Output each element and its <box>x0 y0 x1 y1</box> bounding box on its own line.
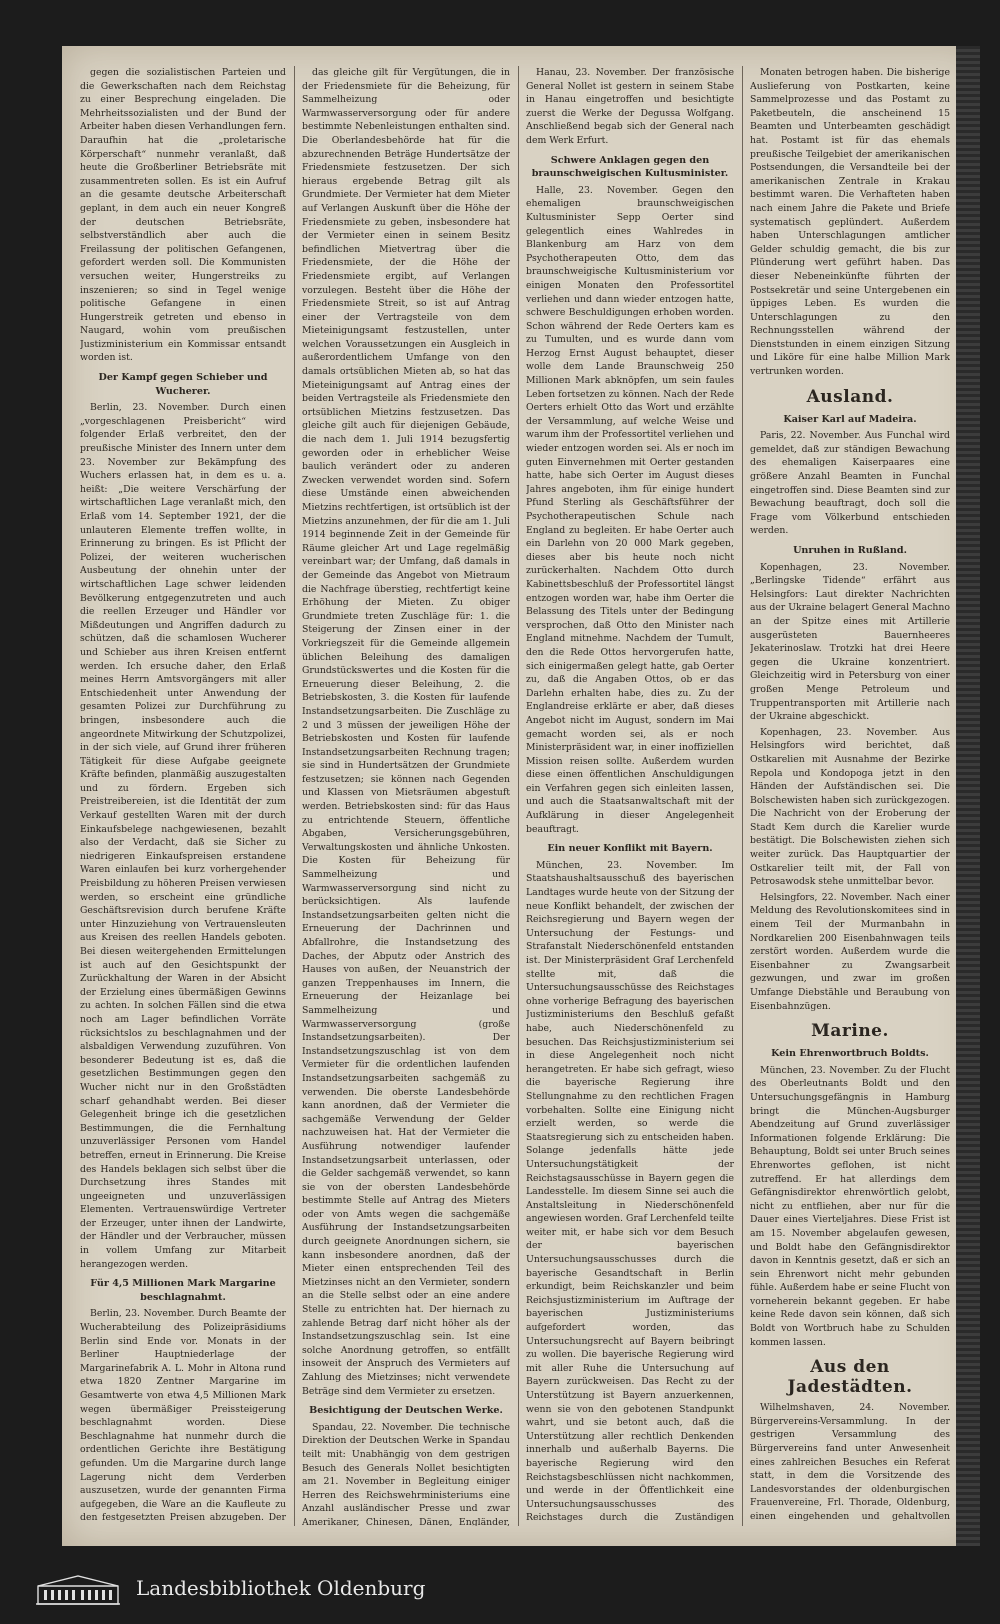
newspaper-page <box>62 46 980 1546</box>
article-paragraph: Kopenhagen, 23. November. „Berlingske Tidende“ erfährt aus Helsingfors: Laut direkter Nachrichten aus der Ukraine belagert General Machno an der Spitze eines mit Artillerie ausgerüsteten Bauernheeres Jekaterinoslaw. Trotzki hat drei Heere gegen die Ukraine konzentriert. Gleichzeitig wird in Petersburg von einer großen Menge Petroleum und Truppentransporten mit Artillerie nach der Ukraine abgeschickt. <box>750 561 950 723</box>
column-2 <box>302 66 510 1526</box>
column-1 <box>80 66 286 1526</box>
article-paragraph: Halle, 23. November. Gegen den ehemaligen braunschweigischen Kultusminister Sepp Oerter sind gelegentlich eines Wahlredes in Blankenburg am Harz von dem Psychotherapeuten Otto, dem das braunschweigische Kultusministerium vor einigen Monaten den Professortitel verliehen und dann wieder entzogen hatte, schwere Beschuldigungen erhoben worden. Schon während der Rede Oerters kam es zu Tumulten, und es wurde dann vom Herzog Ernst August behauptet, dieser wolle dem Lande Braunschweig 250 Millionen Mark abknöpfen, um sein faules Leben fortsetzen zu können. Nach der Rede Oerters erhielt Otto das Wort und erzählte der Versammlung, auf welche Weise und warum ihm der Professortitel verliehen und wieder entzogen worden sei. Als er noch im guten Einvernehmen mit Oerter gestanden hatte, habe sich Oerter im August dieses Jahres angeboten, ihm für einige hundert Pfund Sterling als Geschäftsführer der Psychotherapeutischen Schule nach England zu begleiten. Er habe Oerter auch ein Darlehn von 20 000 Mark gegeben, dieses aber bis heute noch nicht zurückerhalten. Nachdem Otto durch Kabinettsbeschluß der Professortitel längst entzogen worden war, habe ihm Oerter die Belassung des Titels unter der Bedingung versprochen, daß Otto den Minister nach England mitnehme. Nachdem der Tumult, den die Rede Ottos hervorgerufen hatte, sich einigermaßen gelegt hatte, gab Oerter zu, daß die Angaben Ottos, ob er das Darlehn erhalten habe, dies zu. Zu der Englandreise erklärte er aber, daß dieses Angebot nicht im August, sondern im Mai gemacht worden sei, als er noch Ministerpräsident war, in einer inoffiziellen Mission reisen sollte. Außerdem wurden diese einen öffentlichen Anschuldigungen ein Verfahren gegen sich einleiten lassen, und auch die Staatsanwaltschaft mit der Aufklärung in dieser Angelegenheit beauftragt. <box>526 184 734 835</box>
article-paragraph: München, 23. November. Im Staatshaushaltsausschuß des bayerischen Landtages wurde heute von der Sitzung der neue Konflikt behandelt, der zwischen der Reichsregierung und Bayern wegen der Untersuchung der Festungs- und Strafanstalt Niederschönenfeld entstanden ist. Der Ministerpräsident Graf Lerchenfeld stellte mit, daß die Untersuchungsausschüsse des Reichstages ohne vorherige Befragung des bayerischen Justizministeriums den Beschluß gefaßt habe, auch Niederschönenfeld zu besuchen. Das Reichsjustizministerium sei in diese Angelegenheit noch nicht herangetreten. Er habe sich gefragt, wieso die bayerische Regierung ihre Stellungnahme zu den rechtlichen Fragen vorbehalten. Sollte eine Einigung nicht erzielt werden, so werde die Staatsregierung sich zu entscheiden haben. Solange jedenfalls hätte jede Untersuchungstätigkeit der Reichstagsausschüsse in Bayern gegen die Landesstelle. Im diesem Sinne sei auch die Anstaltsleitung in Niederschönenfeld angewiesen worden. Graf Lerchenfeld teilte weiter mit, er habe sich vor dem Besuch der bayerischen Untersuchungsausschusses durch die bayerische Gesandtschaft in Berlin erkundigt, beim Reichskanzler und beim Reichsjustizministerium im Auftrage der bayerischen Justizministeriums aufgefordert worden, das Untersuchungsrecht auf Bayern beibringt zu wollen. Die bayerische Regierung wird mit aller Ruhe die Untersuchung auf Bayern zurückweisen. Das Recht zu der Unterstützung ist Bayern anzuerkennen, wenn sie von den gebotenen Standpunkt wahrt, und sie betont auch, daß die Unterstützung aller rechtlich Denkenden innerhalb und außerhalb Bayerns. Die bayerische Regierung wird den Reichstagsbeschlüssen nicht nachkommen, und werde in der Öffentlichkeit eine Untersuchungsausschusses des Reichstages durch die Zuständigen <box>526 859 734 1524</box>
article-headline: Unruhen in Rußland. <box>793 545 907 556</box>
article-headline: Schwere Anklagen gegen den braunschweigischen Kultusminister. <box>531 154 729 180</box>
article-headline: Ein neuer Konflikt mit Bayern. <box>547 843 713 855</box>
article-paragraph: Kopenhagen, 23. November. Aus Helsingfors wird berichtet, daß Ostkarelien mit Ausnahme der Bezirke Repola und Kondopoga jetzt in den Händen der Aufständischen sei. Die Bolschewisten haben sich zurückgezogen. Die Nachricht von der Eroberung der Stadt Kem durch die Karelier wurde bestätigt. Die Bolschewisten ziehen sich weiter zurück. Das Hauptquartier der Ostkarelier teilt mit, der Fall von Petrosawodsk stehe unmittelbar bevor. <box>750 726 950 888</box>
library-building-logo-icon <box>34 1572 122 1606</box>
column-4 <box>750 66 950 1526</box>
article-paragraph: München, 23. November. Zu der Flucht des Oberleutnants Boldt und den Untersuchungsgefängnis in Hamburg bringt die München-Augsburger Abendzeitung auf Grund zuverlässiger Informationen folgende Erklärung: Die Behauptung, Boldt sei unter Bruch seines Ehrenwortes geflohen, ist nicht zutreffend. Er hat allerdings dem Gefängnisdirektor ehrenwörtlich gelobt, nicht zu entfliehen, aber nur für die Dauer eines Vierteljahres. Diese Frist ist am 15. November abgelaufen gewesen, und Boldt habe den Gefängnisdirektor davon in Kenntnis gesetzt, daß er sich an sein Ehrenwort nicht mehr gebunden fühle. Außerdem habe er seine Flucht von vorneherein bekannt gegeben. Er habe keine Rede davon sein können, daß sich Boldt von Wortbruch habe zu Schulden kommen lassen. <box>750 1064 950 1348</box>
column-rule <box>742 66 743 1526</box>
section-heading: Aus den Jadestädten. <box>787 1357 913 1398</box>
article-headline: Für 4,5 Millionen Mark Margarine beschlagnahmt. <box>90 1278 276 1303</box>
article-headline: Kaiser Karl auf Madeira. <box>783 413 917 425</box>
article-paragraph: Helsingfors, 22. November. Nach einer Meldung des Revolutionskomitees sind in einem Teil der Murmanbahn in Nordkarelien 200 Eisenbahnwagen teils zerstört worden. Außerdem wurde die Eisenbahner zu Zwangsarbeit gezwungen, und zwar im großen Umfange Diebstähle und Beraubung von Eisenbahnzügen. <box>750 891 950 1012</box>
article-paragraph: Monaten betrogen haben. Die bisherige Auslieferung von Postkarten, keine Sammelprozesse und das Postamt zu Paketbeuteln, die anscheinend 15 Beamten und Unterbeamten geschädigt hat. Postamt ist für das ehemals preußische Teilgebiet der amerikanischen Postsendungen, die Versandteile bei der amerikanischen Zentrale in Krakau bestimmt waren. Die Verhafteten haben nach einem Jahre die Pakete und Briefe systematisch geplündert. Außerdem haben Unterschlagungen amtlicher Gelder schuldig gemacht, die bis zur Plünderung wert geführt haben. Das dieser Nebeneinkünfte führten der Postsekretär und seine Untergebenen ein üppiges Leben. Es wurden die Unterschlagungen zu den Rechnungsstellen während der Dienststunden in einem einzigen Sitzung und Liköre für eine halbe Million Mark vertrunken worden. <box>750 67 950 378</box>
article-paragraph: das gleiche gilt für Vergütungen, die in der Friedensmiete für die Beheizung, für Sammelheizung oder Warmwasserversorgung oder für andere bestimmte Nebenleistungen enthalten sind. Die Oberlandesbehörde hat für die abzurechnenden Beträge Hundertsätze der Friedensmiete festzusetzen. Der sich hieraus ergebende Betrag gilt als Grundmiete. Der Vermieter hat dem Mieter auf Verlangen Auskunft über die Höhe der Friedensmiete zu geben, insbesondere hat der Vermieter einen in seinem Besitz befindlichen Mietvertrag über die Friedensmiete, der die Höhe der Friedensmiete ergibt, auf Verlangen vorzulegen. Besteht über die Höhe der Friedensmiete Streit, so ist auf Antrag einer der Vertragsteile von dem Mieteinigungsamt festzustellen, unter welchen Voraussetzungen ein Ausgleich in außerordentlichem Umfange von den damals ortsüblichen Mieten ab, so hat das Mieteinigungsamt auf Antrag eines der beiden Vertragsteile als Friedensmiete den ortsüblichen Mietzins festzusetzen. Das gleiche gilt auch für diejenigen Gebäude, die nach dem 1. Juli 1914 bezugsfertig geworden oder in erheblicher Weise baulich verändert oder zu anderen Zwecken verwendet worden sind. Sofern diese Umstände einen abweichenden Mietzins rechtfertigen, ist ortsüblich ist der Mietzins anzunehmen, der für die am 1. Juli 1914 beginnende Zeit in der Gemeinde für Räume gleicher Art und Lage regelmäßig vereinbart war; der Umfang, daß damals in der Gemeinde das Angebot von Mietraum die Nachfrage überstieg, rechtfertigt keine Erhöhung der Mieten. Zu obiger Grundmiete treten Zuschläge für: 1. die Steigerung der Zinsen einer in der Vorkriegszeit für die Gemeinde allgemein üblichen Beleihung des damaligen Grundstückswertes und die Kosten für die Erneuerung dieser Beleihung, 2. die Betriebskosten, 3. die Kosten für laufende Instandsetzungsarbeiten. Die Zuschläge zu 2 und 3 müssen der jeweiligen Höhe der Betriebskosten und Kosten für laufende Instandsetzungsarbeiten Rechnung tragen; sie sind in Hundertsätzen der Grundmiete festzusetzen; sie können nach Gegenden und Klassen von Mietsräumen abgestuft werden. Betriebskosten sind: für das Haus zu entrichtende Steuern, öffentliche Abgaben, Versicherungsgebühren, Verwaltungskosten und ähnliche Unkosten. Die Kosten für Beheizung für Sammelheizung und Warmwasserversorgung sind nicht zu berücksichtigen. Als laufende Instandsetzungsarbeiten gelten nicht die Erneuerung der Dachrinnen und Abfallrohre, die Instandsetzung des Daches, der Abputz oder Anstrich des Hauses von außen, der Neuanstrich der ganzen Treppenhauses im Innern, die Erneuerung der Heizanlage bei Sammelheizung und Warmwasserversorgung (große Instandsetzungsarbeiten). Der Instandsetzungszuschlag ist von dem Vermieter für die ordentlichen laufenden Instandsetzungsarbeiten sachgemäß zu verwenden. Die oberste Landesbehörde kann anordnen, daß der Vermieter die sachgemäße Verwendung der Gelder nachzuweisen hat. Hat der Vermieter die Ausführung notwendiger laufender Instandsetzungsarbeit unterlassen, oder die Gelder sachgemäß verwendet, so kann sie von der obersten Landesbehörde bestimmte Stelle auf Antrag des Mieters oder von Amts wegen die sachgemäße Ausführung der Instandsetzungsarbeiten durch geeignete Anordnungen sichern, sie kann insbesondere anordnen, daß der Mieter einen entsprechenden Teil des Mietzinses nicht an den Vermieter, sondern an die Stelle selbst oder an eine andere Stelle zu entrichten hat. Der hiernach zu zahlende Betrag darf nicht höher als der Instandsetzungszuschlag sein. Ist eine solche Anordnung getroffen, so entfällt insoweit der Anspruch des Vermieters auf Zahlung des Mietzinses; nicht verwendete Beträge sind dem Vermieter zu ersetzen. <box>302 67 510 1397</box>
column-3 <box>526 66 734 1526</box>
article-paragraph: Wilhelmshaven, 24. November. Bürgervereins-Versammlung. In der gestrigen Versammlung des Bürgervereins fand unter Anwesenheit eines zahlreichen Besuches ein Referat statt, in dem die Vorsitzende des Landesvorstandes der oldenburgischen Frauenvereine, Frl. Thorade, Oldenburg, einen eingehenden und gehaltvollen <box>750 1402 950 1522</box>
article-headline: Besichtigung der Deutschen Werke. <box>309 1405 503 1417</box>
section-heading: Ausland. <box>806 386 894 407</box>
article-paragraph: Paris, 22. November. Aus Funchal wird gemeldet, daß zur ständigen Bewachung des ehemaligen Kaiserpaares eine größere Anzahl Beamten in Funchal eingetroffen sind. Diese Beamten sind zur Bewachung beauftragt, doch soll die Frage vom Völkerbund entschieden werden. <box>750 430 950 537</box>
column-rule <box>518 66 519 1526</box>
article-paragraph: Berlin, 23. November. Durch Beamte der Wucherabteilung des Polizeipräsidiums Berlin sind Ende vor. Monats in der Berliner Hauptniederlage der Margarinefabrik A. L. Mohr in Altona rund etwa 1820 Zentner Margarine im Gesamtwerte von etwa 4,5 Millionen Mark wegen übermäßiger Preissteigerung beschlagnahmt worden. Diese Beschlagnahme hat nunmehr durch die ordentlichen Gerichte ihre Bestätigung gefunden. Um die Margarine durch lange Lagerung nicht dem Verderben auszusetzen, wurde der genannten Firma aufgegeben, die Ware an die Kaufleute zu den festgesetzten Preisen abzugeben. Der <box>80 1308 286 1524</box>
footer-bar <box>0 1546 1000 1624</box>
article-paragraph: Berlin, 23. November. Durch einen „vorgeschlagenen Preisbericht“ wird folgender Erlaß verbreitet, den der preußische Minister des Innern unter dem 23. November zur Bekämpfung des Wuchers erlassen hat, in dem es u. a. heißt: „Die weitere Verschärfung der wirtschaftlichen Lage veranlaßt mich, den Erlaß vom 14. September 1921, der die unlauteren Elemente treffen wollte, in Erinnerung zu bringen. Es ist Pflicht der Polizei, der weiteren wucherischen Ausbeutung der ohnehin unter der wirtschaftlichen Lage schwer leidenden Bevölkerung entgegenzutreten und auch die reellen Erzeuger und Händler vor Mißdeutungen und Angriffen dadurch zu schützen, daß die schamlosen Wucherer und Schieber aus ihren Kreisen entfernt werden. Ich ersuche daher, den Erlaß meines Herrn Amtsvorgängers mit aller Entschiedenheit unter Anwendung der gesamten Polizei zur Durchführung zu bringen, insbesondere auch die angeordnete Mitwirkung der Schutzpolizei, in der sich viele, auf Grund ihrer früheren Tätigkeit für diese Aufgabe geeignete Kräfte befinden, planmäßig auszugestalten und zu fördern. Ergeben sich Preistreibereien, ist die Identität der zum Verkauf gestellten Waren mit der durch Einkaufsbelege nachgewiesenen, bezahlt also der Verdacht, daß sie Sicher zu niedrigeren Einkaufspreisen erstandene Waren einlaufen bei kurz vorhergehender Preisbildung zu höheren Preisen verwiesen werden, so erscheint eine gründliche Geschäftsrevision durch berufene Kräfte unter Hinzuziehung von Vertrauensleuten aus Kreisen des reellen Handels geboten. Bei diesen weitergehenden Ermittelungen ist auch auf den Gesichtspunkt der Zurückhaltung der Waren in der Absicht der Erzielung eines übermäßigen Gewinns zu achten. In solchen Fällen sind die etwa noch am Lager befindlichen Vorräte rücksichtslos zu beschlagnahmen und der alsbaldigen Verwendung zuzuführen. Von besonderer Bedeutung ist es, daß die gesetzlichen Bestimmungen gegen den Wucher nicht nur in den Großstädten scharf gehandhabt werden. Bei dieser Gelegenheit bringe ich die gesetzlichen Bestimmungen, die die Fernhaltung unzuverlässiger Personen vom Handel betreffen, erneut in Erinnerung. Die Kreise des Handels beklagen sich selbst über die Durchsetzung ihres Standes mit ungeeigneten und unzuverlässigen Elementen. Vertrauenswürdige Vertreter der Erzeuger, unter ihnen der Landwirte, der Händler und der Verbraucher, müssen in vollem Umfang zur Mitarbeit herangezogen werden. <box>80 402 286 1270</box>
section-heading: Marine. <box>811 1021 889 1042</box>
article-paragraph: Spandau, 22. November. Die technische Direktion der Deutschen Werke in Spandau teilt mit: Unabhängig von dem gestrigen Besuch des Generals Nollet besichtigten am 21. November in Begleitung einiger Herren des Reichswehrministeriums eine Anzahl ausländischer Presse und zwar Amerikaner, Chinesen, Dänen, Engländer, <box>302 1421 510 1526</box>
page-edge <box>956 46 980 1546</box>
article-headline: Der Kampf gegen Schieber und Wucherer. <box>98 372 268 397</box>
article-headline: Kein Ehrenwortbruch Boldts. <box>771 1048 929 1060</box>
article-paragraph: gegen die sozialistischen Parteien und die Gewerkschaften nach dem Reichstag zu einer Besprechung eingeladen. Die Mehrheitssozialisten und der Bund der Arbeiter haben diesen Verhandlungen fern. Daraufhin hat die „proletarische Körperschaft“ nunmehr veranlaßt, daß heute die Großberliner Betriebsräte mit zusammentreten sollen. Es ist ein Aufruf an die gesamte deutsche Arbeiterschaft geplant, in dem auch ein neuer Kongreß der deutschen Betriebsräte, selbstverständlich aber auch die Freilassung der politischen Gefangenen, gefordert werden soll. Die Kommunisten versuchen weiter, Hungerstreiks zu inszenieren; so sind in Tegel wenige politische Gefangene in einen Hungerstreik getreten und ebenso in Naugard, wohin vom preußischen Justizministerium ein Kommissar entsandt worden ist. <box>80 67 286 364</box>
library-name: Landesbibliothek Oldenburg <box>136 1576 426 1600</box>
article-paragraph: Hanau, 23. November. Der französische General Nollet ist gestern in seinem Stabe in Hanau eingetroffen und besichtigte zuerst die Werke der Degussa Wolfgang. Anschließend begab sich der General nach dem Werk Erfurt. <box>526 67 734 146</box>
column-rule <box>294 66 295 1526</box>
